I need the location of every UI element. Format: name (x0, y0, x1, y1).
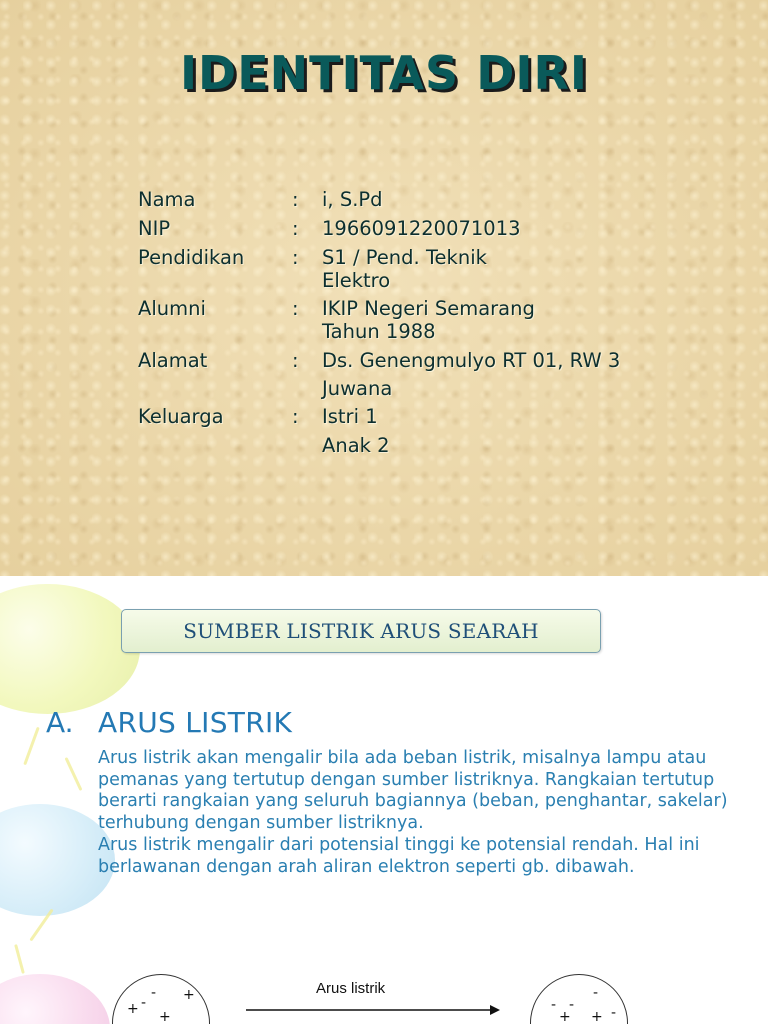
charge-sign: + (591, 1009, 603, 1024)
row-value: IKIP Negeri Semarang (322, 297, 535, 320)
arrow-label: Arus listrik (316, 980, 386, 997)
charge-sign: - (611, 1005, 617, 1021)
row-value: Istri 1 (322, 405, 378, 428)
row-value: Ds. Genengmulyo RT 01, RW 3 (322, 349, 621, 372)
charge-sign: - (551, 997, 557, 1013)
section-letter: A. (46, 706, 74, 739)
row-separator: : (292, 297, 299, 320)
arrow-right-icon (246, 1004, 500, 1016)
section-title: ARUS LISTRIK (98, 706, 293, 739)
row-separator: : (292, 188, 299, 211)
row-value: i, S.Pd (322, 188, 383, 211)
charge-sign: - (569, 997, 575, 1013)
charge-sign: + (127, 1001, 139, 1017)
row-separator: : (292, 217, 299, 240)
charge-sign: - (593, 985, 599, 1001)
row-value-continued: Anak 2 (322, 434, 390, 457)
row-value-continued: Elektro (322, 269, 391, 292)
row-separator: : (292, 349, 299, 372)
slide-header-title: SUMBER LISTRIK ARUS SEARAH (183, 619, 539, 643)
row-label: Keluarga (138, 405, 224, 428)
charge-sign: + (159, 1009, 171, 1024)
row-value-continued: Juwana (322, 377, 393, 400)
body-text (98, 748, 738, 879)
charge-sign: + (183, 987, 195, 1003)
decor-ray (65, 757, 83, 791)
decor-ray (23, 727, 39, 766)
row-label: Pendidikan (138, 246, 245, 269)
current-flow-diagram (100, 972, 740, 1024)
row-label: Alamat (138, 349, 208, 372)
slide-header-box (121, 609, 601, 653)
row-label: Nama (138, 188, 196, 211)
decor-ray (14, 944, 25, 974)
row-label: Alumni (138, 297, 206, 320)
row-value: 1966091220071013 (322, 217, 521, 240)
slide-title: IDENTITAS DIRI (179, 46, 589, 100)
row-separator: : (292, 246, 299, 269)
balloon-yellow-icon (0, 584, 140, 714)
row-label: NIP (138, 217, 171, 240)
charge-circle-left (112, 974, 210, 1024)
charge-sign: + (559, 1009, 571, 1024)
charge-sign: - (141, 995, 147, 1011)
row-value-continued: Tahun 1988 (322, 320, 436, 343)
row-value: S1 / Pend. Teknik (322, 246, 487, 269)
paragraph: Arus listrik mengalir dari potensial tinggi ke potensial rendah. Hal ini berlawanan dengan arah aliran elektron seperti gb. dibawah. (98, 835, 700, 877)
charge-circle-right (530, 974, 628, 1024)
row-separator: : (292, 405, 299, 428)
paragraph: Arus listrik akan mengalir bila ada beban listrik, misalnya lampu atau pemanas yang tertutup dengan sumber listriknya. Rangkaian tertutup berarti rangkaian yang seluruh bagiannya (beban, penghantar, sakelar) terhubung dengan sumber listriknya. (98, 748, 728, 833)
charge-sign: - (151, 985, 157, 1001)
slide-sumber-listrik (0, 576, 768, 1024)
balloon-pink-icon (0, 974, 110, 1024)
